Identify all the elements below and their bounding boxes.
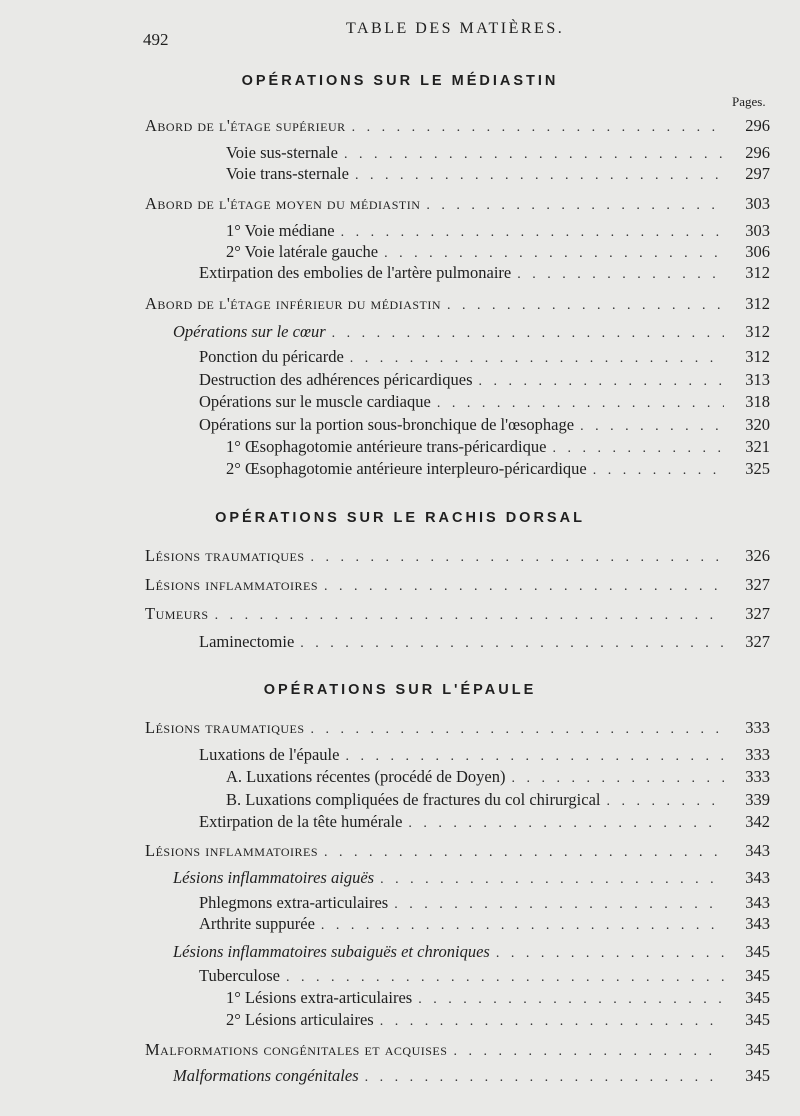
toc-entry: Abord de l'étage moyen du médiastin . . . 303 [145, 194, 770, 216]
running-head: TABLE DES MATIÈRES. [346, 20, 565, 37]
toc-entry: A. Luxations récentes (procédé de Doyen) . . . 333 [226, 767, 770, 789]
toc-entry: Lésions traumatiques . . . 326 [145, 546, 770, 568]
toc-entry: Destruction des adhérences péricardiques . . . 313 [199, 370, 770, 392]
section-title-epaule: OPÉRATIONS SUR L'ÉPAULE [263, 682, 537, 698]
toc-entry: Voie trans-sternale . . . 297 [226, 164, 770, 186]
toc-entry: Voie sus-sternale . . . 296 [226, 143, 770, 165]
pages-label: Pages. [732, 94, 766, 109]
toc-entry: Malformations congénitales et acquises . . . 345 [145, 1040, 770, 1062]
toc-entry: 1° Voie médiane . . . 303 [226, 221, 770, 243]
section-title-rachis: OPÉRATIONS SUR LE RACHIS DORSAL [215, 510, 585, 526]
toc-entry: Ponction du péricarde . . . 312 [199, 347, 770, 369]
toc-entry: Tumeurs . . . 327 [145, 604, 770, 626]
toc-entry: Lésions inflammatoires . . . 343 [145, 841, 770, 863]
toc-entry: Opérations sur la portion sous-bronchique de l'œsophage . . . 320 [199, 415, 770, 437]
page-number: 492 [143, 30, 169, 49]
toc-entry: 1° Lésions extra-articulaires . . . 345 [226, 988, 770, 1010]
toc-entry: Tuberculose . . . 345 [199, 966, 770, 988]
toc-entry: Opérations sur le muscle cardiaque . . . 318 [199, 392, 770, 414]
toc-entry: Extirpation de la tête humérale . . . 342 [199, 812, 770, 834]
toc-entry: Abord de l'étage inférieur du médiastin . . . 312 [145, 294, 770, 316]
toc-entry: Laminectomie . . . 327 [199, 632, 770, 654]
toc-entry: Opérations sur le cœur . . . 312 [173, 322, 770, 344]
toc-entry: Lésions inflammatoires subaiguës et chroniques . . . 345 [173, 942, 770, 964]
toc-entry: Lésions traumatiques . . . 333 [145, 718, 770, 740]
section-title-mediastin: OPÉRATIONS SUR LE MÉDIASTIN [241, 73, 559, 89]
toc-entry: 2° Œsophagotomie antérieure interpleuro-péricardique . . . 325 [226, 459, 770, 481]
toc-entry: 2° Voie latérale gauche . . . 306 [226, 242, 770, 264]
toc-entry: Lésions inflammatoires . . . 327 [145, 575, 770, 597]
toc-entry: Lésions inflammatoires aiguës . . . 343 [173, 868, 770, 890]
toc-entry: B. Luxations compliquées de fractures du col chirurgical . . . 339 [226, 790, 770, 812]
toc-entry: Arthrite suppurée . . . 343 [199, 914, 770, 936]
toc-entry: Luxations de l'épaule . . . 333 [199, 745, 770, 767]
toc-entry: Extirpation des embolies de l'artère pulmonaire . . . 312 [199, 263, 770, 285]
toc-entry: Abord de l'étage supérieur . . . 296 [145, 116, 770, 138]
toc-entry: Phlegmons extra-articulaires . . . 343 [199, 893, 770, 915]
toc-entry: 1° Œsophagotomie antérieure trans-péricardique . . . 321 [226, 437, 770, 459]
toc-entry: 2° Lésions articulaires . . . 345 [226, 1010, 770, 1032]
toc-entry: Malformations congénitales . . . 345 [173, 1066, 770, 1088]
